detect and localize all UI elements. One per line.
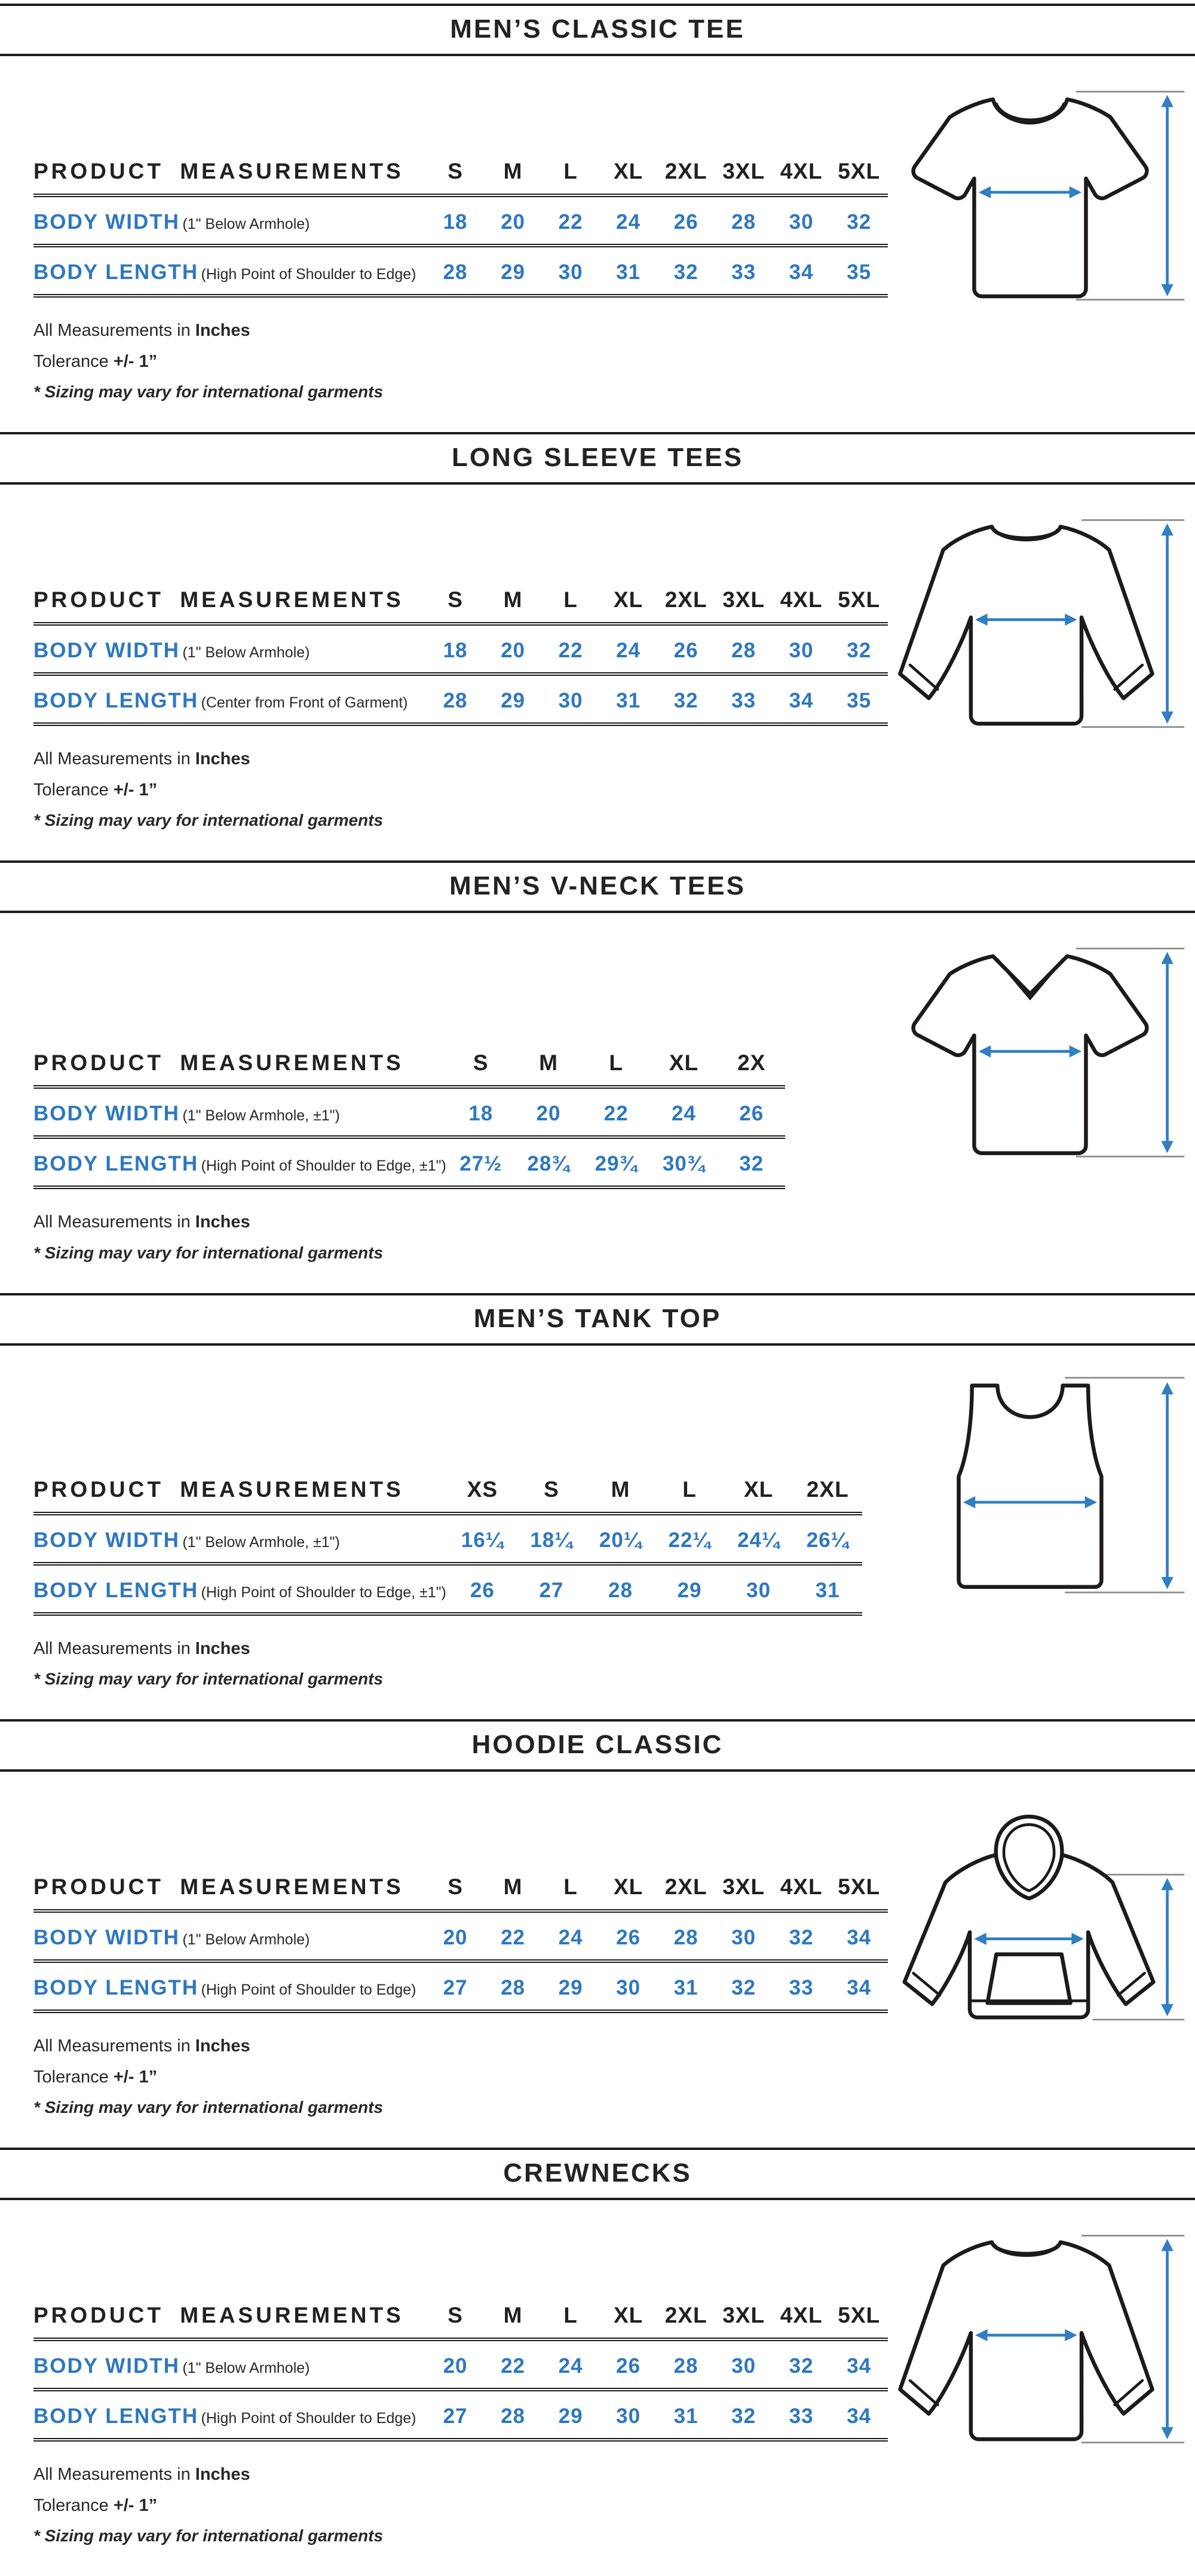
size-column-header: S [448,587,463,612]
size-table [33,1464,862,1616]
section-body [0,56,1195,407]
product-measurements-header: PRODUCT MEASUREMENTS [33,1477,404,1502]
measurement-row-head [33,674,427,724]
measurement-value: 26 [673,210,698,234]
size-column-header: L [682,1477,697,1502]
measurement-value: 29 [501,261,526,284]
size-table [33,1037,785,1189]
size-table-header-row [33,2290,888,2339]
footnote-bold-text: Inches [195,2036,250,2056]
measurement-row [33,1087,785,1137]
size-column-header: S [448,2303,463,2328]
measurement-value: 32 [731,2405,756,2428]
measurement-value: 30 [731,1925,756,1949]
size-column-header: 4XL [780,2303,823,2328]
size-column-header: 2X [737,1050,766,1076]
measurement-label: BODY LENGTH [33,2405,199,2428]
measurement-label: BODY LENGTH [33,1975,199,1999]
size-column-header: XS [467,1477,498,1502]
measurement-value: 28 [673,2354,698,2378]
footnote-text: * Sizing may vary for international garments [33,2526,384,2546]
size-table [33,146,888,298]
section-body [0,913,1195,1267]
footnote-text: All Measurements in [33,321,195,340]
table-footnotes [33,2459,888,2551]
footnote-text: All Measurements in [33,2036,195,2056]
section-body [0,1346,1195,1694]
section-title-bar [0,4,1195,56]
measurement-value: 28 [673,1925,698,1949]
measurement-value: 18¼ [530,1528,573,1552]
measurement-value: 35 [847,689,872,713]
footnote-line [33,2062,888,2093]
section-long-sleeve-tees [0,432,1195,835]
measurement-value: 31 [673,1975,698,1999]
section-title: MEN’S CLASSIC TEE [450,14,745,44]
measurement-value: 34 [847,1975,872,1999]
measurement-value: 18 [443,639,468,663]
size-column-header: 2XL [664,587,707,612]
section-title: LONG SLEEVE TEES [451,443,744,473]
measurement-value: 26 [616,2354,641,2378]
measurement-value: 34 [847,2405,872,2428]
footnote-line [33,316,888,347]
hoodie-illustration [888,1772,1187,2030]
garment-diagram-icon [888,72,1187,315]
measurement-method-note: (High Point of Shoulder to Edge) [201,1981,416,1998]
footnote-text: * Sizing may vary for international garments [33,811,384,830]
measurement-row-head [33,1911,427,1961]
table-footnotes [33,316,888,407]
classic-tee-illustration [888,56,1187,315]
measurement-value: 30 [789,210,814,234]
measurement-value: 30 [558,261,583,284]
measurement-value: 20 [501,210,526,234]
footnote-bold-text: +/- 1” [113,2495,158,2515]
measurement-row [33,624,888,674]
measurement-value: 26 [673,639,698,663]
footnote-line [33,2521,888,2551]
measurement-row [33,195,888,246]
measurement-method-note: (High Point of Shoulder to Edge) [201,2410,416,2427]
measurement-row-head [33,2339,427,2390]
size-column-header: 2XL [664,159,707,183]
measurement-value: 26 [739,1102,764,1126]
section-title-bar [0,1293,1195,1346]
measurement-row [33,2390,888,2440]
footnote-line [33,775,888,806]
measurement-value: 30 [616,2405,641,2428]
measurements-table-column [33,56,888,407]
size-table [33,2290,888,2442]
footnote-text: * Sizing may vary for international garments [33,1243,384,1262]
measurements-table-column [33,1772,888,2122]
size-column-header: XL [613,2303,644,2328]
crewneck-illustration [888,2200,1187,2459]
measurement-value: 22 [603,1102,629,1126]
size-column-header: 2XL [664,2303,707,2328]
size-column-header: 3XL [722,159,765,183]
size-table-header-row [33,1464,862,1514]
measurement-value: 28¾ [527,1152,570,1176]
measurement-value: 29 [501,689,526,713]
measurement-label: BODY LENGTH [33,261,199,284]
size-column-header: XL [613,587,644,612]
measurement-value: 32 [673,689,698,713]
size-column-header: 2XL [806,1477,849,1502]
section-title: MEN’S V-NECK TEES [449,871,746,901]
v-neck-tee-illustration [888,913,1187,1172]
footnote-line [33,1664,888,1694]
size-column-header: M [539,1050,558,1076]
footnote-text: Tolerance [33,2067,114,2087]
measurement-row-head [33,246,427,296]
section-title: MEN’S TANK TOP [473,1303,722,1333]
measurement-value: 35 [847,261,872,284]
size-column-header: L [563,2303,578,2328]
measurement-row [33,1137,785,1187]
measurement-method-note: (1" Below Armhole, ±1") [182,1107,340,1125]
measurement-value: 34 [789,261,814,284]
measurement-value: 34 [789,689,814,713]
measurement-value: 30 [746,1578,771,1602]
size-column-header: 3XL [722,1874,765,1899]
long-sleeve-tee-illustration [888,485,1187,743]
measurement-label: BODY WIDTH [33,639,180,663]
measurement-value: 32 [789,2354,814,2378]
footnote-line [33,2491,888,2522]
garment-diagram-icon [888,2216,1187,2459]
measurement-value: 34 [847,1925,872,1949]
measurement-value: 22 [558,210,583,234]
measurement-value: 22 [501,1925,526,1949]
measurement-value: 28 [501,1975,526,1999]
measurement-value: 27 [539,1578,564,1602]
size-column-header: 4XL [780,587,823,612]
measurement-value: 29 [677,1578,702,1602]
measurement-value: 22 [558,639,583,663]
measurement-value: 30 [731,2354,756,2378]
measurement-value: 27½ [459,1152,502,1176]
measurement-row [33,1514,862,1564]
measurement-method-note: (High Point of Shoulder to Edge, ±1") [201,1157,446,1175]
measurement-value: 34 [847,2354,872,2378]
size-column-header: S [473,1050,489,1076]
measurement-label: BODY LENGTH [33,1152,199,1176]
size-column-header: L [563,159,578,183]
footnote-line [33,2093,888,2122]
footnote-line [33,2459,888,2491]
size-column-header: XL [613,159,644,183]
measurement-value: 24 [616,639,641,663]
size-column-header: 5XL [838,159,881,183]
footnote-line [33,377,888,407]
footnote-text: * Sizing may vary for international garments [33,382,384,402]
measurement-value: 18 [443,210,468,234]
measurement-value: 27 [443,1975,468,1999]
garment-diagram-icon [888,1787,1187,2030]
footnote-line [33,1634,888,1665]
measurement-row [33,2339,888,2390]
measurement-method-note: (1" Below Armhole, ±1") [182,1533,340,1551]
measurement-value: 31 [616,689,641,713]
measurement-row [33,246,888,296]
measurement-value: 32 [847,210,872,234]
measurement-row-head [33,1514,448,1564]
footnote-line [33,1238,888,1268]
measurement-value: 33 [731,261,756,284]
product-measurements-header: PRODUCT MEASUREMENTS [33,587,404,612]
size-column-header: L [563,1874,578,1899]
measurement-value: 30 [789,639,814,663]
measurement-row [33,1911,888,1961]
measurement-value: 28 [443,689,468,713]
size-column-header: 3XL [722,2303,765,2328]
measurement-value: 24¼ [737,1528,780,1552]
footnote-bold-text: +/- 1” [113,2067,158,2087]
footnote-text: Tolerance [33,2495,114,2515]
footnote-text: * Sizing may vary for international garments [33,2098,384,2117]
section-title: CREWNECKS [503,2158,692,2188]
measurement-value: 32 [739,1152,764,1176]
size-chart-document [0,4,1195,2551]
size-table-header-row [33,574,888,624]
table-footnotes [33,1634,888,1694]
tank-top-illustration [888,1346,1187,1604]
measurements-table-column [33,1346,888,1694]
size-column-header: 3XL [722,587,765,612]
measurement-label: BODY WIDTH [33,2354,180,2378]
size-table-header-row [33,1861,888,1911]
measurement-value: 24 [616,210,641,234]
measurement-method-note: (1" Below Armhole) [182,2360,310,2377]
size-column-header: 2XL [664,1874,707,1899]
measurement-value: 31 [616,261,641,284]
measurement-value: 32 [847,639,872,663]
size-column-header: M [611,1477,630,1502]
measurement-value: 28 [501,2405,526,2428]
size-column-header: S [448,1874,463,1899]
measurement-value: 32 [731,1975,756,1999]
size-column-header: 5XL [838,2303,881,2328]
measurement-value: 22¼ [668,1528,711,1552]
measurement-row [33,1961,888,2011]
measurement-label: BODY WIDTH [33,1528,180,1552]
measurement-value: 33 [789,1975,814,1999]
footnote-bold-text: +/- 1” [113,780,158,800]
size-column-header: L [609,1050,624,1076]
measurement-value: 30¾ [662,1152,706,1176]
measurement-row [33,674,888,724]
size-column-header: M [503,587,523,612]
measurement-method-note: (Center from Front of Garment) [201,694,408,712]
measurement-row [33,1564,862,1614]
measurement-value: 32 [789,1925,814,1949]
product-measurements-header: PRODUCT MEASUREMENTS [33,1874,404,1899]
section-crewnecks [0,2148,1195,2551]
measurement-value: 33 [731,689,756,713]
measurement-method-note: (High Point of Shoulder to Edge) [201,266,416,283]
section-hoodie-classic [0,1719,1195,2122]
measurement-value: 26 [470,1578,495,1602]
product-measurements-header: PRODUCT MEASUREMENTS [33,2303,404,2328]
measurement-value: 16¼ [461,1528,504,1552]
size-column-header: XL [613,1874,644,1899]
section-title-bar [0,432,1195,485]
footnote-text: * Sizing may vary for international garments [33,1670,384,1689]
size-table-header-row [33,1037,785,1087]
section-mens-tank-top [0,1293,1195,1694]
size-column-header: M [503,1874,523,1899]
measurement-value: 29 [558,1975,583,1999]
measurement-value: 20 [443,2354,468,2378]
footnote-text: Tolerance [33,351,114,371]
measurement-value: 27 [443,2405,468,2428]
measurement-label: BODY LENGTH [33,689,199,713]
measurement-value: 32 [673,261,698,284]
measurement-value: 18 [468,1102,494,1126]
measurement-value: 28 [731,639,756,663]
section-title-bar [0,2148,1195,2200]
measurement-value: 28 [731,210,756,234]
section-title: HOODIE CLASSIC [471,1729,724,1759]
size-column-header: 5XL [838,587,881,612]
section-title-bar [0,1719,1195,1772]
section-body [0,485,1195,835]
product-measurements-header: PRODUCT MEASUREMENTS [33,159,404,183]
measurement-label: BODY WIDTH [33,210,180,234]
measurement-label: BODY LENGTH [33,1578,199,1602]
measurement-method-note: (1" Below Armhole) [182,216,310,232]
footnote-text: All Measurements in [33,2465,195,2485]
measurement-method-note: (1" Below Armhole) [182,1931,310,1948]
size-table [33,574,888,726]
size-column-header: 4XL [780,159,823,183]
measurement-row-head [33,1087,447,1137]
table-footnotes [33,1207,888,1267]
measurement-value: 26 [616,1925,641,1949]
footnote-text: All Measurements in [33,1638,195,1658]
measurements-table-column [33,2200,888,2551]
footnote-line [33,347,888,378]
measurement-row-head [33,1137,447,1187]
footnote-bold-text: +/- 1” [113,351,158,371]
footnote-bold-text: Inches [195,1638,250,1658]
measurement-value: 31 [673,2405,698,2428]
measurement-value: 28 [608,1578,633,1602]
measurement-label: BODY WIDTH [33,1102,180,1126]
measurement-row-head [33,1564,448,1614]
footnote-text: Tolerance [33,780,114,800]
garment-diagram-icon [888,1361,1187,1604]
measurement-value: 26¼ [806,1528,849,1552]
footnote-line [33,744,888,775]
size-column-header: L [563,587,578,612]
measurement-value: 29 [558,2405,583,2428]
footnote-bold-text: Inches [195,321,250,340]
measurement-method-note: (1" Below Armhole) [182,644,310,661]
garment-diagram-icon [888,500,1187,743]
measurements-table-column [33,485,888,835]
measurement-value: 20 [443,1925,468,1949]
size-column-header: S [544,1477,559,1502]
footnote-line [33,1207,888,1238]
measurement-value: 24 [558,1925,583,1949]
section-body [0,2200,1195,2551]
measurement-value: 30 [616,1975,641,1999]
footnote-text: All Measurements in [33,1212,195,1232]
measurements-table-column [33,913,888,1267]
footnote-line [33,805,888,835]
measurement-row-head [33,624,427,674]
measurement-label: BODY WIDTH [33,1925,180,1949]
section-mens-v-neck-tees [0,860,1195,1267]
table-footnotes [33,2031,888,2122]
measurement-row-head [33,195,427,246]
size-table [33,1861,888,2013]
measurement-value: 33 [789,2405,814,2428]
measurement-value: 22 [501,2354,526,2378]
measurement-value: 31 [815,1578,840,1602]
footnote-text: All Measurements in [33,749,195,769]
size-column-header: 4XL [780,1874,823,1899]
measurement-value: 20¼ [599,1528,642,1552]
measurement-value: 30 [558,689,583,713]
size-column-header: S [448,159,463,183]
section-body [0,1772,1195,2122]
measurement-value: 24 [672,1102,696,1126]
measurement-value: 20 [501,639,526,663]
footnote-line [33,2031,888,2062]
footnote-bold-text: Inches [195,749,250,769]
measurement-row-head [33,2390,427,2440]
size-column-header: M [503,159,523,183]
measurement-value: 29¾ [595,1152,638,1176]
measurement-row-head [33,1961,427,2011]
garment-diagram-icon [888,929,1187,1172]
size-column-header: 5XL [838,1874,881,1899]
measurement-value: 24 [558,2354,583,2378]
size-column-header: XL [744,1477,774,1502]
footnote-bold-text: Inches [195,1212,250,1232]
measurement-method-note: (High Point of Shoulder to Edge, ±1") [201,1583,446,1601]
section-title-bar [0,860,1195,913]
measurement-value: 28 [443,261,468,284]
table-footnotes [33,744,888,835]
size-column-header: M [503,2303,523,2328]
section-mens-classic-tee [0,4,1195,407]
size-table-header-row [33,146,888,195]
footnote-bold-text: Inches [195,2465,250,2485]
measurement-value: 20 [536,1102,561,1126]
size-column-header: XL [669,1050,699,1076]
product-measurements-header: PRODUCT MEASUREMENTS [33,1050,404,1076]
